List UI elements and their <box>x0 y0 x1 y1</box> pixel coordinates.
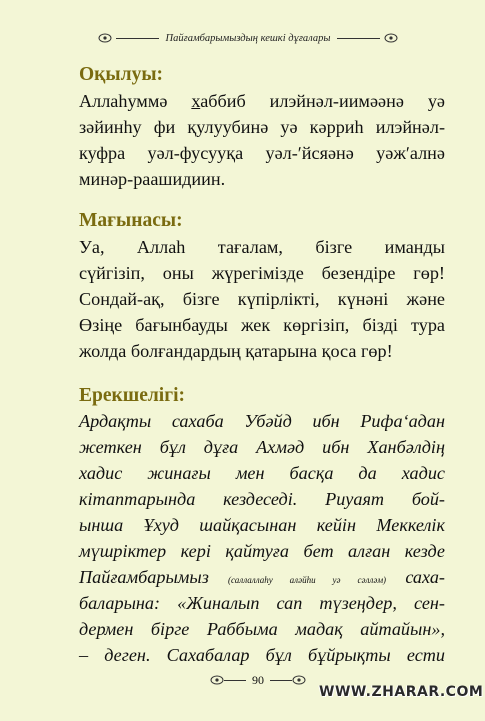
watermark: WWW.ZHARAR.COM <box>319 684 484 700</box>
meaning-line-5: жолда болғандардың қатарына қоса гөр! <box>79 341 393 361</box>
running-header-title: Пайғамбарымыздың кешкі дұғалары <box>165 32 331 44</box>
reading-line-3: куфра уәл-фусууқа уәл-ʹйсяәнә уәжʹалнә <box>79 143 445 163</box>
ornament-left-icon <box>98 31 112 45</box>
page-footer <box>210 672 306 688</box>
notes-line-9: дермен бірге Раббыма мадақ айтайын», <box>79 619 445 639</box>
footer-rule-left <box>224 680 246 681</box>
reading-line-2: зәйинһу фи қулуубинә уә кәрриһ илэйнәл- <box>79 117 445 137</box>
notes-line-7: Пайғамбарымыз (саллаллаһу аләйһи уә сәлләм) саха- <box>79 567 445 587</box>
header-rule-left <box>116 38 159 39</box>
notes-paragraph <box>79 408 445 668</box>
notes-heading: Ерекшелігі: <box>79 385 185 406</box>
notes-line-4: кітаптарында кездеседі. Риуаят бой- <box>79 489 445 509</box>
reading-line-4: минәр-раашидиин. <box>79 169 226 189</box>
meaning-heading: Мағынасы: <box>79 210 183 231</box>
running-header <box>98 29 398 47</box>
meaning-line-3: Сондай-ақ, бізге күпірлікті, күнәні және <box>79 289 445 309</box>
footer-rule-right <box>270 680 292 681</box>
meaning-paragraph <box>79 234 445 364</box>
meaning-line-1: Уа, Аллаһ тағалам, бізге иманды <box>79 237 445 257</box>
reading-heading: Оқылуы: <box>79 64 164 85</box>
header-rule-right <box>337 38 380 39</box>
reading-line-1: Аллаһуммә хаббиб илэйнәл-иимәәнә уә <box>79 91 445 111</box>
meaning-line-4: Өзіңе бағынбауды жек көргізіп, бізді тура <box>79 315 445 335</box>
notes-line-2: жеткен бұл дұға Ахмәд ибн Ханбәлдің <box>79 437 445 457</box>
reading-paragraph <box>79 88 445 192</box>
salawat-note: (саллаллаһу аләйһи уә сәлләм) <box>228 575 387 585</box>
notes-line-3: хадис жинағы мен басқа да хадис <box>79 463 445 483</box>
notes-line-1: Ардақты сахаба Убәйд ибн Рифаʻадан <box>79 411 445 431</box>
meaning-line-2: сүйгізіп, оны жүрегімізде безендіре гөр! <box>79 263 445 283</box>
notes-line-8: баларына: «Жиналып сап түзеңдер, сен- <box>79 593 445 613</box>
notes-line-5: ынша Ұхуд шайқасынан кейін Меккелік <box>79 515 445 535</box>
footer-ornament-left-icon <box>210 673 224 687</box>
footer-ornament-right-icon <box>292 673 306 687</box>
notes-line-10: – деген. Сахабалар бұл бұйрықты ести <box>79 645 445 665</box>
page-number: 90 <box>252 672 264 687</box>
notes-line-6: мүшріктер кері қайтуға бет алған кезде <box>79 541 445 561</box>
ornament-right-icon <box>384 31 398 45</box>
